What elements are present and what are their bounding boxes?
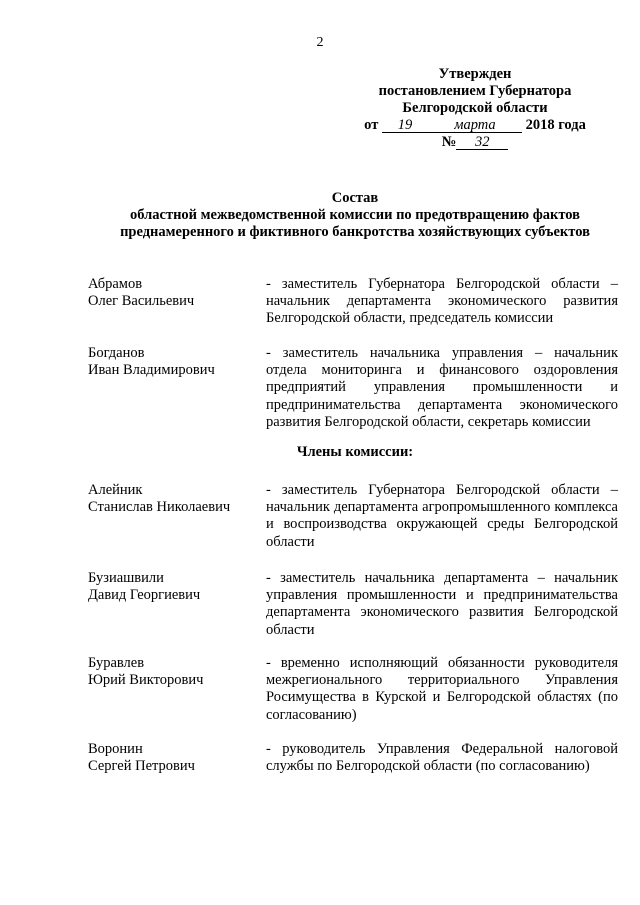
approval-number-line [340, 134, 610, 151]
title-line-2: областной межведомственной комиссии по предотвращению фактов [129, 207, 581, 223]
person-given-name: Давид Георгиевич [88, 587, 201, 604]
person-given-name: Иван Владимирович [88, 362, 215, 379]
person-role: - руководитель Управления Федеральной налоговой службы по Белгородской области (по согласованию) [266, 741, 618, 775]
person-name [88, 276, 258, 310]
person-given-name: Станислав Николаевич [88, 499, 231, 516]
approval-line-1: Утвержден [438, 66, 512, 82]
person-name [88, 741, 258, 775]
person-surname: Буравлев [88, 655, 145, 671]
document-title [0, 190, 640, 241]
person-role: - заместитель начальника департамента – начальник управления промышленности и предпринимательства департамента экономического развития Белгородской области [266, 570, 618, 638]
page-number: 2 [316, 35, 324, 50]
person-surname: Абрамов [88, 276, 143, 292]
person-surname: Бузиашвили [88, 570, 164, 586]
approval-line-2: постановлением Губернатора [378, 83, 572, 99]
title-line-3: преднамеренного и фиктивного банкротства хозяйствующих субъектов [120, 224, 590, 240]
approval-year: 2018 года [525, 117, 586, 133]
approval-from-prefix: от [364, 117, 379, 133]
approval-stamp [340, 66, 610, 151]
person-given-name: Олег Васильевич [88, 293, 195, 310]
approval-date-line [340, 117, 610, 134]
person-role: - заместитель Губернатора Белгородской области – начальник департамента экономического развития Белгородской области, председатель комиссии [266, 276, 618, 327]
person-name [88, 655, 258, 689]
person-surname: Алейник [88, 482, 143, 498]
person-surname: Воронин [88, 741, 143, 757]
person-surname: Богданов [88, 345, 145, 361]
person-given-name: Сергей Петрович [88, 758, 195, 775]
person-role: - заместитель начальника управления – начальник отдела мониторинга и финансового оздоровления предприятий управления промышленности и предпринимательства департамента экономического развития Белгородской области, секретарь комиссии [266, 345, 618, 430]
approval-number: 32 [456, 135, 508, 150]
members-heading: Члены комиссии: [296, 444, 414, 460]
approval-day: 19 [382, 118, 428, 133]
person-given-name: Юрий Викторович [88, 672, 204, 689]
person-role: - временно исполняющий обязанности руководителя межрегионального территориального Управления Росимущества в Курской и Белгородской областях (по согласованию) [266, 655, 618, 723]
approval-month: марта [428, 118, 522, 133]
person-name [88, 570, 258, 604]
title-line-1: Состав [331, 190, 379, 206]
person-name [88, 482, 258, 516]
approval-line-3: Белгородской области [402, 100, 548, 116]
person-name [88, 345, 258, 379]
approval-number-prefix: № [441, 134, 457, 150]
person-role: - заместитель Губернатора Белгородской области – начальник департамента агропромышленного комплекса и воспроизводства окружающей среды Белгородской области [266, 482, 618, 550]
